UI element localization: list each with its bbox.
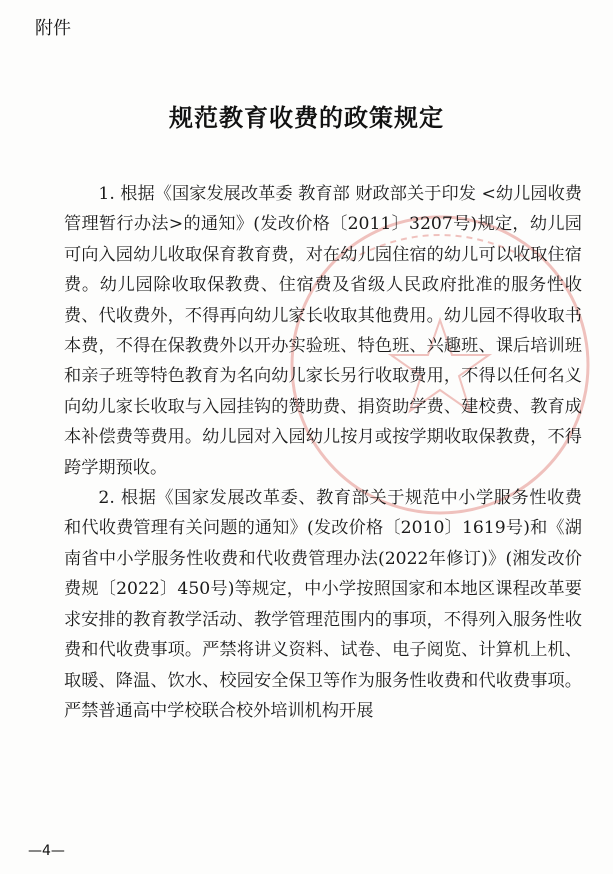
paragraph-2: 2. 根据《国家发展改革委、教育部关于规范中小学服务性收费和代收费管理有关问题的通知》(发改价格〔2010〕1619号)和《湖南省中小学服务性收费和代收费管理办法(2022年修订)》(湘发改价费规〔2022〕450号)等规定，中小学按照国家和本地区课程改革要求安排的教育教学活动、教学管理范围内的事项，不得列入服务性收费和代收费事项。严禁将讲义资料、试卷、电子阅览、计算机上机、取暖、降温、饮水、校园安全保卫等作为服务性收费和代收费事项。严禁普通高中学校联合校外培训机构开展	[64, 488, 582, 721]
attachment-label: 附件	[35, 18, 71, 39]
page-number: —4—	[28, 843, 65, 859]
paragraph-1: 1. 根据《国家发展改革委 教育部 财政部关于印发 <幼儿园收费管理暂行办法>的通知》(发改价格〔2011〕3207号)规定，幼儿园可向入园幼儿收取保育教育费，对在幼儿园住宿的幼儿可以收取住宿费。幼儿园除收取保教费、住宿费及省级人民政府批准的服务性收费、代收费外，不得再向幼儿家长收取其他费用。幼儿园不得收取书本费，不得在保教费外以开办实验班、特色班、兴趣班、课后培训班和亲子班等特色教育为名向幼儿家长另行收取费用，不得以任何名义向幼儿家长收取与入园挂钩的赞助费、捐资助学费、建校费、教育成本补偿费等费用。幼儿园对入园幼儿按月或按学期收取保教费，不得跨学期预收。	[64, 184, 582, 478]
document-body	[64, 179, 582, 726]
document-title: 规范教育收费的政策规定	[169, 103, 444, 132]
